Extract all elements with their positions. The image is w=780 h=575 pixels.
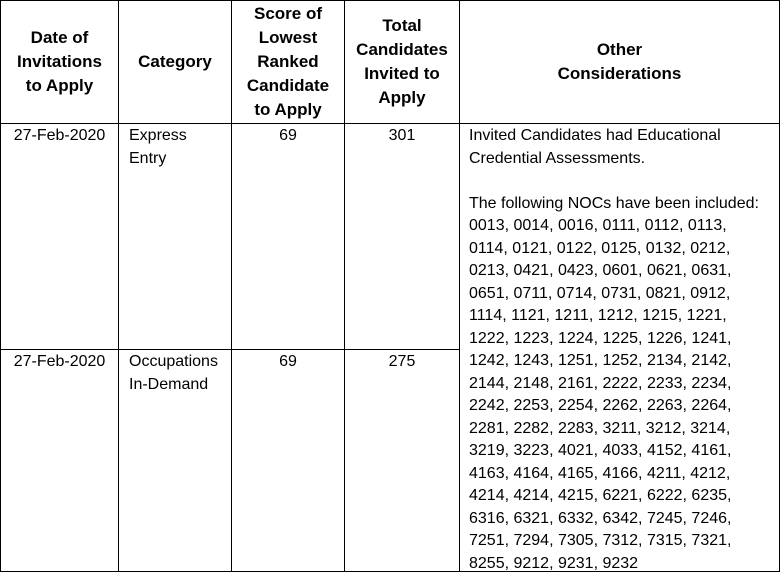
noc-line: 2144, 2148, 2161, 2222, 2233, 2234, bbox=[469, 373, 777, 396]
header-other-label: Other Considerations bbox=[558, 38, 682, 86]
row-1-score-text: 69 bbox=[232, 125, 344, 148]
table-row-1-category bbox=[129, 125, 229, 170]
noc-line: 8255, 9212, 9231, 9232 bbox=[469, 553, 777, 575]
noc-line: 3219, 3223, 4021, 4033, 4152, 4161, bbox=[469, 440, 777, 463]
header-total bbox=[345, 1, 459, 123]
row-2-total-text: 275 bbox=[345, 351, 459, 374]
header-separator bbox=[0, 123, 780, 124]
table-row-2-date bbox=[1, 351, 118, 374]
table-row-1-score bbox=[232, 125, 344, 148]
table-row-2-score bbox=[232, 351, 344, 374]
noc-line: 1242, 1243, 1251, 1252, 2134, 2142, bbox=[469, 350, 777, 373]
noc-line: 0114, 0121, 0122, 0125, 0132, 0212, bbox=[469, 238, 777, 261]
header-category bbox=[119, 1, 231, 123]
noc-line: 1114, 1121, 1211, 1212, 1215, 1221, bbox=[469, 305, 777, 328]
other-para2-intro: The following NOCs have been included: bbox=[469, 193, 777, 216]
row-1-total-text: 301 bbox=[345, 125, 459, 148]
header-score-label: Score of Lowest Ranked Candidate to Apply bbox=[247, 2, 329, 122]
table-row-2-total bbox=[345, 351, 459, 374]
noc-line: 2281, 2282, 2283, 3211, 3212, 3214, bbox=[469, 418, 777, 441]
noc-line: 0213, 0421, 0423, 0601, 0621, 0631, bbox=[469, 260, 777, 283]
row-2-category-text: Occupations In-Demand bbox=[129, 351, 229, 396]
header-other bbox=[460, 1, 779, 123]
noc-line: 4214, 4214, 4215, 6221, 6222, 6235, bbox=[469, 485, 777, 508]
noc-line: 4163, 4164, 4165, 4166, 4211, 4212, bbox=[469, 463, 777, 486]
header-score bbox=[232, 1, 344, 123]
row-separator bbox=[0, 349, 460, 350]
header-date-label: Date of Invitations to Apply bbox=[17, 26, 102, 98]
header-category-label: Category bbox=[138, 50, 212, 74]
table-row-1-total bbox=[345, 125, 459, 148]
table-row-2-category bbox=[129, 351, 229, 396]
noc-line: 6316, 6321, 6332, 6342, 7245, 7246, bbox=[469, 508, 777, 531]
row-1-date-text: 27-Feb-2020 bbox=[1, 125, 118, 148]
header-date bbox=[1, 1, 118, 123]
table-row-1-date bbox=[1, 125, 118, 148]
row-1-category-text: Express Entry bbox=[129, 125, 229, 170]
other-considerations-cell bbox=[469, 125, 777, 575]
noc-line: 0013, 0014, 0016, 0111, 0112, 0113, bbox=[469, 215, 777, 238]
header-total-label: Total Candidates Invited to Apply bbox=[356, 14, 448, 110]
noc-line: 0651, 0711, 0714, 0731, 0821, 0912, bbox=[469, 283, 777, 306]
row-2-date-text: 27-Feb-2020 bbox=[1, 351, 118, 374]
noc-line: 1222, 1223, 1224, 1225, 1226, 1241, bbox=[469, 328, 777, 351]
noc-line: 7251, 7294, 7305, 7312, 7315, 7321, bbox=[469, 530, 777, 553]
noc-line: 2242, 2253, 2254, 2262, 2263, 2264, bbox=[469, 395, 777, 418]
noc-list bbox=[469, 215, 777, 575]
row-2-score-text: 69 bbox=[232, 351, 344, 374]
other-para1: Invited Candidates had Educational Credential Assessments. bbox=[469, 125, 777, 170]
